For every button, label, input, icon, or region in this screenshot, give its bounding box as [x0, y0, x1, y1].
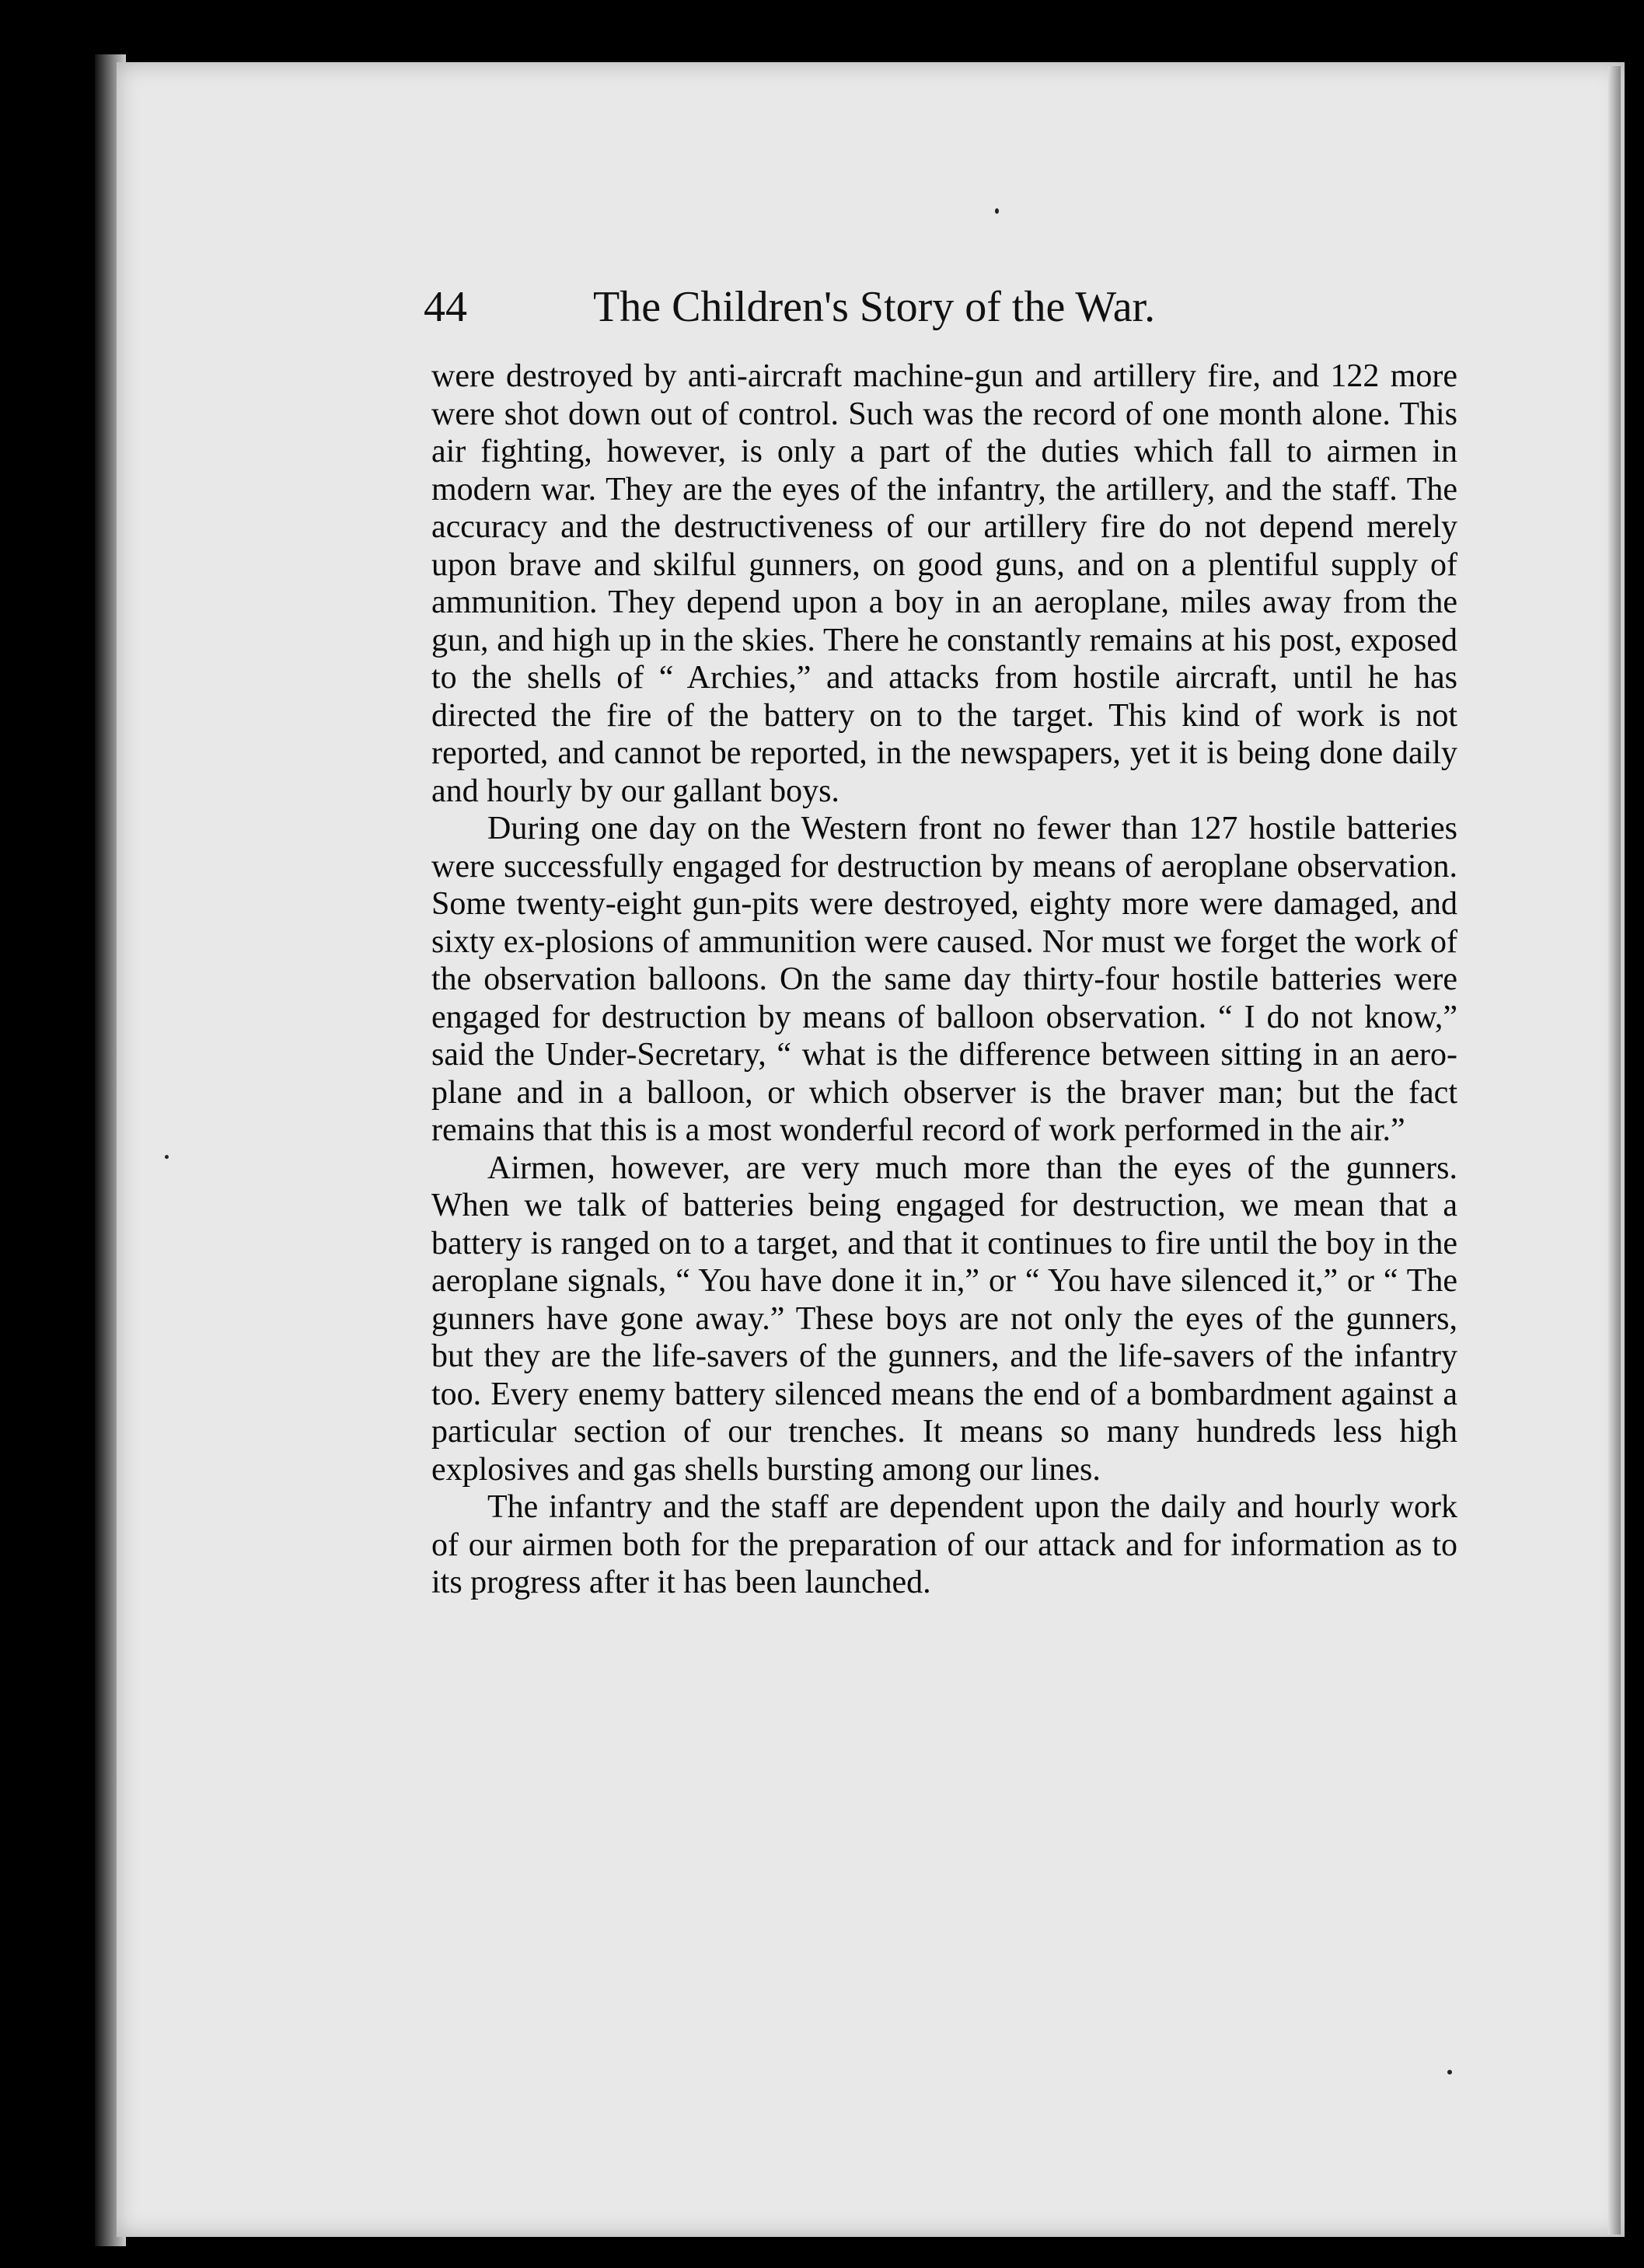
paragraph: were destroyed by anti-aircraft machine-gun and artillery fire, and 122 more were shot down out of control. Such was the record of one month alone. This air fighting, however, is only a part of the duties which fall to airmen in modern war. They are the eyes of the infantry, the artillery, and the staff. The accuracy and the destructiveness of our artillery fire do not depend merely upon brave and skilful gunners, on good guns, and on a plentiful supply of ammunition. They depend upon a boy in an aeroplane, miles away from the gun, and high up in the skies. There he constantly remains at his post, exposed to the shells of “ Archies,” and attacks from hostile aircraft, until he has directed the fire of the battery on to the target. This kind of work is not reported, and cannot be reported, in the newspapers, yet it is being done daily and hourly by our gallant boys. — [431, 358, 1457, 809]
page-number: 44 — [424, 283, 467, 331]
paragraph: The infantry and the staff are dependent upon the daily and hourly work of our airmen both for the preparation of our attack and for information as to its progress after it has been launched. — [431, 1489, 1457, 1600]
paragraph: Airmen, however, are very much more than the eyes of the gunners. When we talk of batteries being engaged for destruction, we mean that a battery is ranged on to a target, and that it continues to fire until the boy in the aeroplane signals, “ You have done it in,” or “ You have silenced it,” or “ The gunners have gone away.” These boys are not only the eyes of the gunners, but they are the life-savers of the gunners, and the life-savers of the infantry too. Every enemy battery silenced means the end of a bombardment against a particular section of our trenches. It means so many hundreds less high explosives and gas shells bursting among our lines. — [431, 1150, 1457, 1488]
paper-speck — [995, 208, 999, 214]
page-right-edge — [1608, 66, 1621, 2235]
paper-speck — [165, 1155, 169, 1159]
paper-speck — [1447, 2070, 1452, 2074]
running-title: The Children's Story of the War. — [593, 283, 1156, 331]
paragraph: During one day on the Western front no fewer than 127 hostile batteries were successfully engaged for destruction by means of aeroplane observation. Some twenty-eight gun-pits were destroyed, eighty more were damaged, and sixty ex-plosions of ammunition were caused. Nor must we forget the work of the observation balloons. On the same day thirty-four hostile batteries were engaged for destruction by means of balloon observation. “ I do not know,” said the Under-Secretary, “ what is the difference between sitting in an aero-plane and in a balloon, or which observer is the braver man; but the fact remains that this is a most wonderful record of work performed in the air.” — [431, 811, 1457, 1148]
page-header — [424, 272, 1457, 342]
body-text — [431, 358, 1457, 1602]
